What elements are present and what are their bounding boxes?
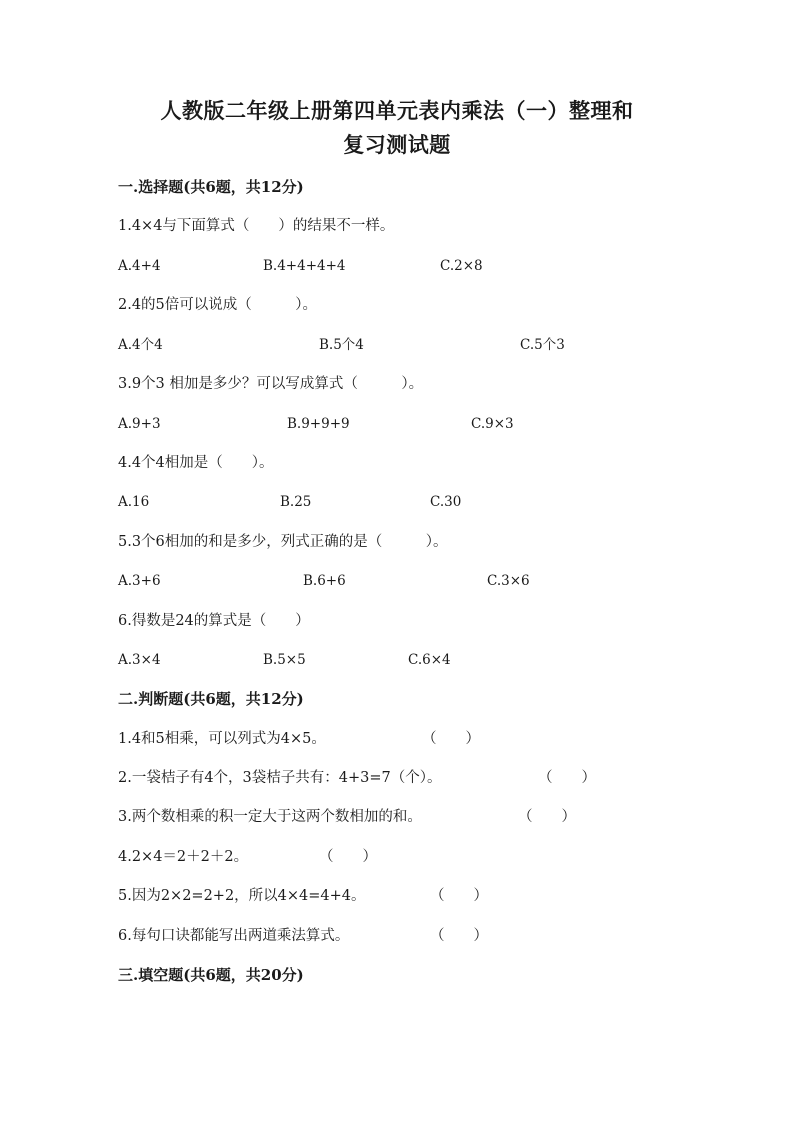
choice-4-option-c: C.30 xyxy=(430,494,462,510)
judge-question-2: 2.一袋桔子有4个，3袋桔子共有：4+3=7（个）。 xyxy=(118,770,442,786)
choice-1-option-c: C.2×8 xyxy=(440,258,483,274)
page-title-line-1: 人教版二年级上册第四单元表内乘法（一）整理和 xyxy=(160,98,634,123)
section-heading-judge: 二.判断题(共6题，共12分) xyxy=(118,690,304,708)
judge-question-6: 6.每句口诀都能写出两道乘法算式。 xyxy=(118,928,350,944)
judge-question-3: 3.两个数相乘的积一定大于这两个数相加的和。 xyxy=(118,809,422,825)
choice-question-2: 2.4的5倍可以说成（ ）。 xyxy=(118,297,318,313)
judge-5-answer-paren: （ ） xyxy=(430,888,488,904)
judge-question-1: 1.4和5相乘，可以列式为4×5。 xyxy=(118,731,326,747)
choice-3-option-b: B.9+9+9 xyxy=(287,416,350,432)
page-title-line-2: 复习测试题 xyxy=(343,132,451,157)
judge-question-5: 5.因为2×2=2+2，所以4×4=4+4。 xyxy=(118,888,366,904)
choice-2-option-b: B.5个4 xyxy=(319,337,364,353)
choice-2-option-a: A.4个4 xyxy=(118,337,163,353)
judge-6-answer-paren: （ ） xyxy=(430,928,488,944)
choice-1-option-a: A.4+4 xyxy=(118,258,161,274)
choice-3-option-a: A.9+3 xyxy=(118,416,161,432)
choice-6-option-c: C.6×4 xyxy=(408,652,451,668)
choice-1-option-b: B.4+4+4+4 xyxy=(263,258,346,274)
choice-5-option-b: B.6+6 xyxy=(303,573,346,589)
choice-question-6: 6.得数是24的算式是（ ） xyxy=(118,613,310,629)
judge-1-answer-paren: （ ） xyxy=(422,731,480,747)
section-heading-fill: 三.填空题(共6题，共20分) xyxy=(118,966,304,984)
judge-2-answer-paren: （ ） xyxy=(538,770,596,786)
section-heading-choice: 一.选择题(共6题，共12分) xyxy=(118,178,304,196)
choice-6-option-a: A.3×4 xyxy=(118,652,161,668)
choice-question-3: 3.9个3 相加是多少？可以写成算式（ ）。 xyxy=(118,376,424,392)
choice-question-1: 1.4×4与下面算式（ ）的结果不一样。 xyxy=(118,218,395,234)
choice-4-option-b: B.25 xyxy=(280,494,312,510)
choice-4-option-a: A.16 xyxy=(118,494,150,510)
choice-5-option-c: C.3×6 xyxy=(487,573,530,589)
choice-question-4: 4.4个4相加是（ ）。 xyxy=(118,455,274,471)
choice-3-option-c: C.9×3 xyxy=(471,416,514,432)
choice-6-option-b: B.5×5 xyxy=(263,652,306,668)
judge-4-answer-paren: （ ） xyxy=(319,849,377,865)
choice-question-5: 5.3个6相加的和是多少，列式正确的是（ ）。 xyxy=(118,534,448,550)
choice-2-option-c: C.5个3 xyxy=(520,337,565,353)
judge-3-answer-paren: （ ） xyxy=(518,809,576,825)
judge-question-4: 4.2×4＝2＋2＋2。 xyxy=(118,849,249,865)
choice-5-option-a: A.3+6 xyxy=(118,573,161,589)
